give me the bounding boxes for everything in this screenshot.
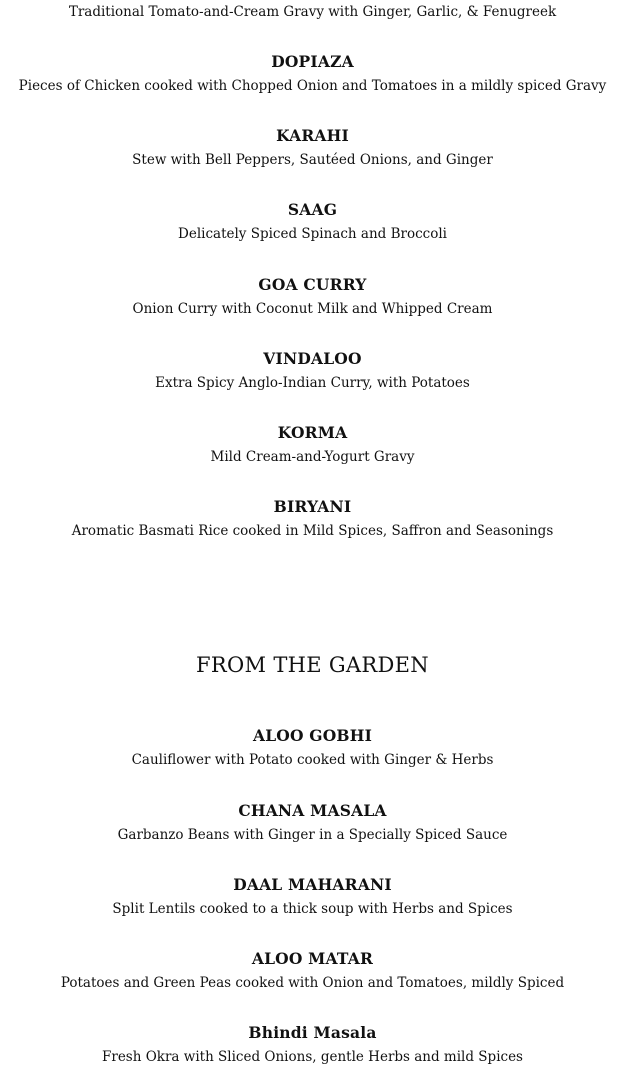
dish-description: Extra Spicy Anglo-Indian Curry, with Potatoes — [155, 375, 470, 391]
dish-description: Potatoes and Green Peas cooked with Onion and Tomatoes, mildly Spiced — [60, 975, 565, 991]
dish-name: Bhindi Masala — [248, 1023, 377, 1042]
dish-item — [0, 200, 625, 243]
dish-name: GOA CURRY — [258, 275, 367, 294]
dish-item — [0, 349, 625, 392]
dish-description: Split Lentils cooked to a thick soup with Herbs and Spices — [112, 901, 513, 917]
dish-item — [0, 726, 625, 769]
dish-description: Traditional Tomato-and-Cream Gravy with Ginger, Garlic, & Fenugreek — [68, 4, 557, 20]
dish-name: ALOO MATAR — [251, 949, 374, 968]
dish-description: Aromatic Basmati Rice cooked in Mild Spices, Saffron and Seasonings — [71, 523, 554, 539]
dish-item — [0, 52, 625, 95]
section-title: FROM THE GARDEN — [196, 653, 429, 677]
dish-name: BIRYANI — [273, 497, 352, 516]
dish-item — [0, 126, 625, 169]
dish-name: VINDALOO — [263, 349, 362, 368]
dish-item — [0, 801, 625, 844]
dish-name: DAAL MAHARANI — [233, 875, 392, 894]
dish-name: KORMA — [277, 423, 348, 442]
dish-description: Garbanzo Beans with Ginger in a Specially Spiced Sauce — [117, 827, 508, 843]
dish-item — [0, 949, 625, 992]
dish-description: Fresh Okra with Sliced Onions, gentle Herbs and mild Spices — [102, 1049, 523, 1065]
dish-item — [0, 1023, 625, 1066]
dish-name: CHANA MASALA — [238, 801, 387, 820]
dish-name: ALOO GOBHI — [252, 726, 373, 745]
dish-description: Onion Curry with Coconut Milk and Whipped Cream — [132, 301, 493, 317]
dish-description: Stew with Bell Peppers, Sautéed Onions, and Ginger — [132, 152, 493, 168]
dish-item — [0, 497, 625, 540]
dish-name: KARAHI — [276, 126, 349, 145]
dish-description: Mild Cream-and-Yogurt Gravy — [210, 449, 415, 465]
dish-name: DOPIAZA — [271, 52, 354, 71]
dish-item — [0, 275, 625, 318]
dish-description: Pieces of Chicken cooked with Chopped Onion and Tomatoes in a mildly spiced Gravy — [18, 78, 607, 94]
dish-name: SAAG — [287, 200, 338, 219]
dish-item — [0, 423, 625, 466]
dish-description: Delicately Spiced Spinach and Broccoli — [178, 226, 447, 242]
dish-description: Cauliflower with Potato cooked with Ginger & Herbs — [131, 752, 494, 768]
dish-item — [0, 875, 625, 918]
